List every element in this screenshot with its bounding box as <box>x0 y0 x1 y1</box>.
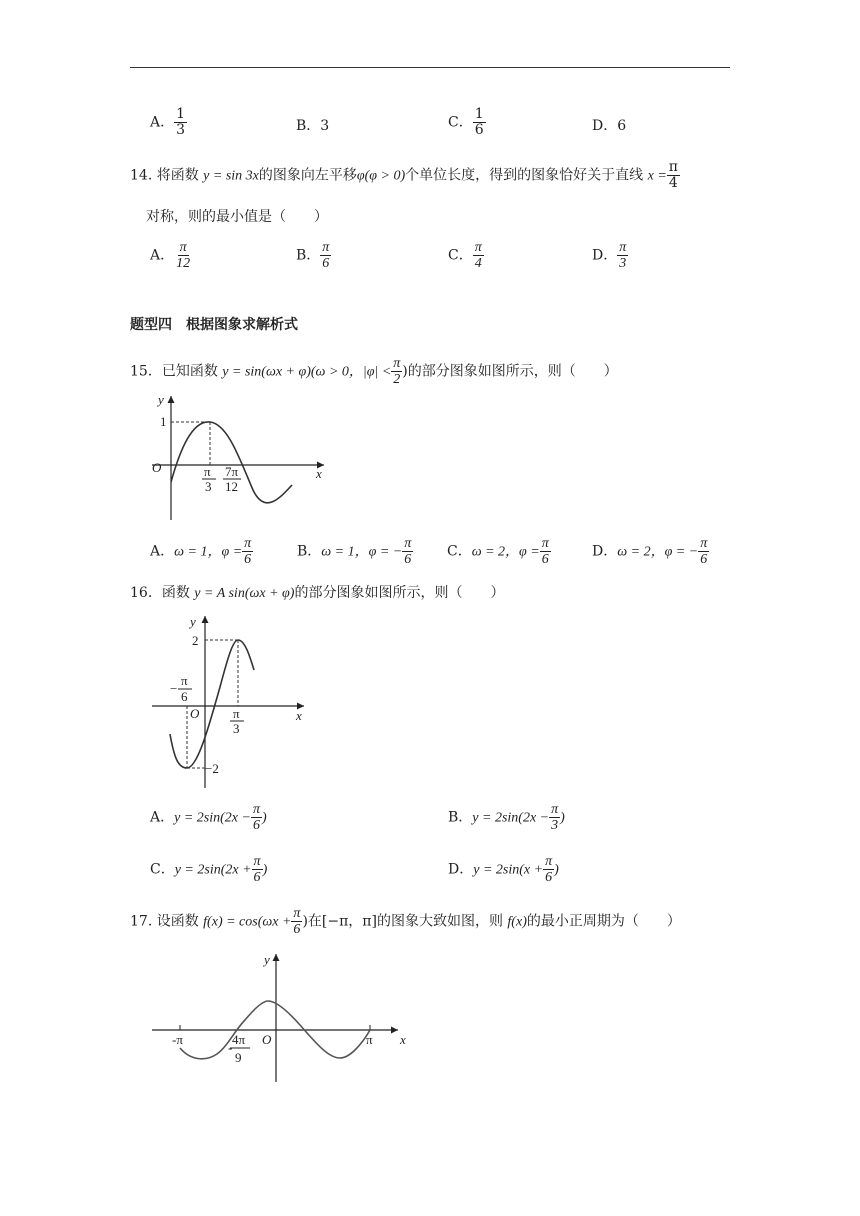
q16-option-d[interactable]: D．y = 2sin(x + $\frac{\pi}{6}$ ) <box>448 854 559 885</box>
header-rule <box>130 67 730 68</box>
q17-stem: 17. 设函数 f(x) = cos(ωx + $\frac{\pi}{6}$ )在[−π，π]的图象大致如图，则 f(x)的最小正周期为（ ） <box>130 906 681 937</box>
q14-option-c[interactable]: C． $\frac{\pi}{4}$ <box>448 240 482 271</box>
q16-graph <box>150 612 320 792</box>
q16-right-den: 3 <box>233 721 240 736</box>
q15-y-label: y <box>158 392 164 407</box>
q15-option-d[interactable]: D．ω = 2，φ = − $\frac{\pi}{6}$ <box>592 536 708 567</box>
q17-tick-sign: - <box>228 1040 233 1055</box>
q15-graph <box>140 390 340 530</box>
q15-tick1-den: 3 <box>205 479 212 494</box>
q15-tick1-num: π <box>204 464 211 479</box>
q17-y-label: y <box>264 952 270 967</box>
q15-option-c[interactable]: C．ω = 2，φ = $\frac{\pi}{6}$ <box>447 536 549 567</box>
q16-two-label: 2 <box>192 633 199 648</box>
q13-option-a[interactable]: A． $\frac{1}{3}$ <box>150 106 186 138</box>
q15-option-b[interactable]: B．ω = 1，φ = − $\frac{\pi}{6}$ <box>297 536 412 567</box>
q17-origin: O <box>262 1032 272 1047</box>
q17-neg-pi-label: -π <box>172 1032 183 1047</box>
q16-option-a[interactable]: A．y = 2sin(2x − $\frac{\pi}{6}$ ) <box>150 802 267 833</box>
q14-stem-line2: 对称，则的最小值是（ ） <box>146 209 328 225</box>
q16-option-c[interactable]: C．y = 2sin(2x + $\frac{\pi}{6}$ ) <box>150 854 268 885</box>
q16-x-label: x <box>296 708 302 723</box>
q15-origin: O <box>152 460 162 475</box>
q16-left-num: π <box>181 673 188 688</box>
q17-graph <box>150 950 430 1090</box>
q16-stem: 16．函数 y = A sin(ωx + φ)的部分图象如图所示，则（ ） <box>130 585 505 601</box>
q14-stem: 14. 将函数 y = sin 3x的图象向左平移φ(φ > 0)个单位长度，得到的图象恰好关于直线 x = $\frac{\pi}{4}$ <box>130 159 678 191</box>
q14-option-b[interactable]: B． $\frac{\pi}{6}$ <box>296 240 330 271</box>
q16-y-label: y <box>190 614 196 629</box>
q16-curve <box>170 640 254 768</box>
q16-origin: O <box>190 706 200 721</box>
q16-left-den: 6 <box>181 689 188 704</box>
q13-option-c[interactable]: C． $\frac{1}{6}$ <box>448 106 484 138</box>
q16-right-num: π <box>233 706 240 721</box>
q15-option-a[interactable]: A．ω = 1，φ = $\frac{\pi}{6}$ <box>150 536 252 567</box>
q16-option-b[interactable]: B．y = 2sin(2x − $\frac{\pi}{3}$ ) <box>448 802 565 833</box>
q17-tick-den: 9 <box>235 1050 242 1065</box>
q17-pi-label: π <box>366 1032 373 1047</box>
q16-neg-two-label: −2 <box>205 761 219 776</box>
q13-option-b[interactable]: B．3 <box>296 118 330 134</box>
q17-x-label: x <box>400 1032 406 1047</box>
q14-option-d[interactable]: D． $\frac{\pi}{3}$ <box>592 240 627 271</box>
q15-one-label: 1 <box>160 414 167 429</box>
q14-option-a[interactable]: A． $\frac{\pi}{12}$ <box>150 240 191 271</box>
q15-tick2-den: 12 <box>225 479 238 494</box>
section-title: 题型四 根据图象求解析式 <box>130 317 298 333</box>
q15-x-label: x <box>316 466 322 481</box>
q13-option-d[interactable]: D．6 <box>592 118 627 134</box>
q17-tick-num: 4π <box>232 1032 246 1047</box>
q15-stem: 15．已知函数 y = sin(ωx + φ)(ω > 0，|φ| < $\frac{\pi}{2}$ )的部分图象如图所示，则（ ） <box>130 356 618 387</box>
q16-left-sign: − <box>170 681 178 696</box>
q15-tick2-num: 7π <box>225 464 239 479</box>
